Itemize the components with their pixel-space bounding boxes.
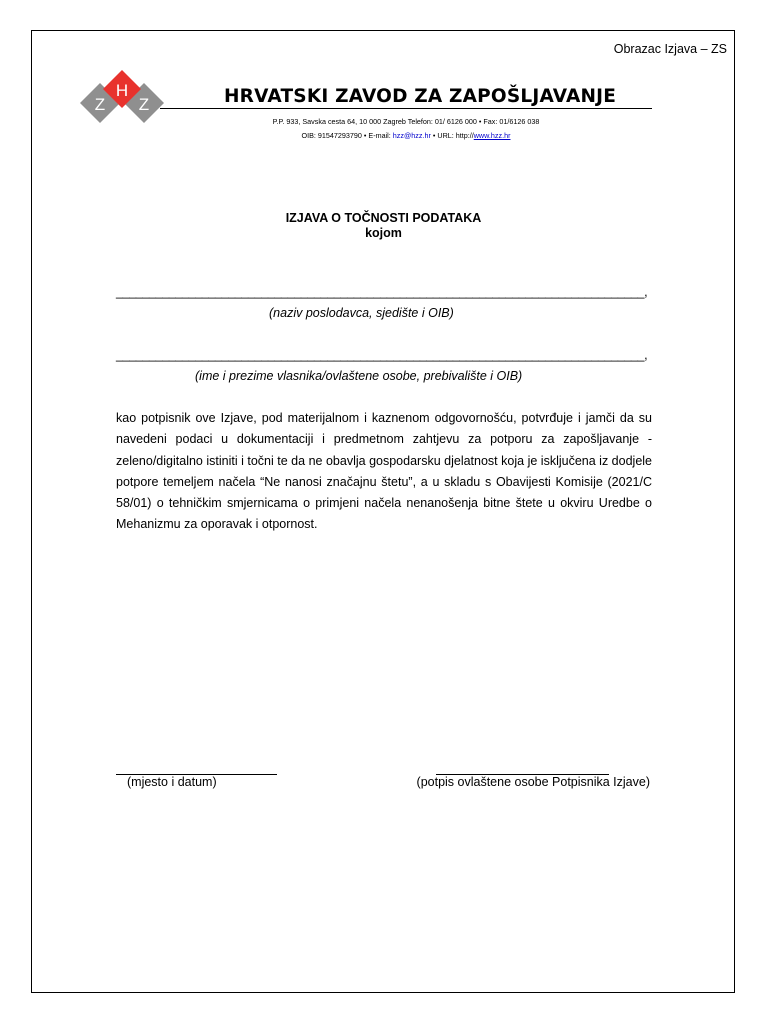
separator: • (363, 131, 367, 140)
logo-letter-z2: Z (138, 95, 150, 114)
document-title (116, 211, 651, 241)
email-link[interactable]: hzz@hzz.hr (392, 131, 431, 140)
form-code: Obrazac Izjava – ZS (613, 42, 727, 56)
title-sub: kojom (365, 226, 402, 240)
header-rule (160, 108, 652, 109)
org-name: HRVATSKI ZAVOD ZA ZAPOŠLJAVANJE (224, 86, 617, 107)
declaration-body: kao potpisnik ove Izjave, pod materijalnom i kaznenom odgovornošću, potvrđuje i jamči da su navedeni podaci u dokumentaciji i predmetnom zahtjevu za potporu za zapošljavanje - zeleno/digitalno istiniti i točni te da ne obavlja gospodarsku djelatnost koja je isključena iz dodjele potpore temeljem načela “Ne nanosi značajnu štetu”, a u skladu s Obavijesti Komisije (2021/C 58/01) o tehničkim smjernicama o primjeni načela nenanošenja bitne štete u okviru Uredbe o Mehanizmu za oporavak i otpornost. (116, 411, 652, 532)
place-date-label: (mjesto i datum) (127, 775, 217, 789)
hzz-logo (78, 70, 166, 136)
contact-line (160, 131, 652, 140)
owner-caption: (ime i prezime vlasnika/ovlaštene osobe, prebivalište i OIB) (195, 369, 523, 383)
address-line: P.P. 933, Savska cesta 64, 10 000 Zagreb Telefon: 01/ 6126 000 • Fax: 01/6126 038 (272, 117, 540, 126)
url-label: URL: http:// (437, 131, 474, 140)
signatory-label: (potpis ovlaštene osobe Potpisnika Izjave) (416, 775, 650, 789)
title-main: IZJAVA O TOČNOSTI PODATAKA (285, 211, 482, 225)
logo-letter-h: H (115, 81, 129, 100)
owner-blank-line[interactable]: ________________________________________________________________________________, (116, 348, 648, 362)
oib-text: OIB: 91547293790 (301, 131, 362, 140)
logo-letter-z1: Z (94, 95, 106, 114)
email-label: E-mail: (368, 131, 391, 140)
separator: • (432, 131, 436, 140)
employer-blank-line[interactable]: ________________________________________________________________________________, (116, 285, 648, 299)
url-link[interactable]: www.hzz.hr (473, 131, 511, 140)
employer-caption: (naziv poslodavca, sjedište i OIB) (269, 306, 454, 320)
